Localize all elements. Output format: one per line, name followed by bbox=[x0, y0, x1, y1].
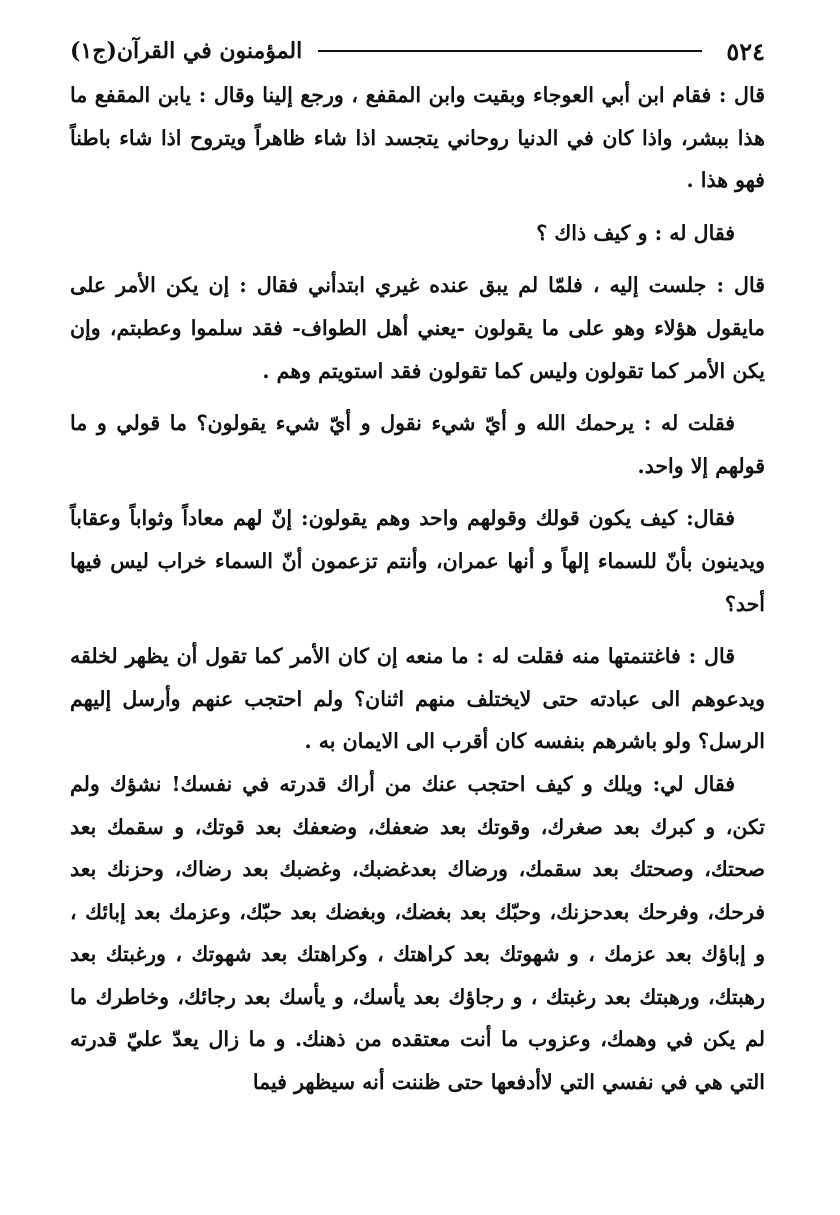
document-page bbox=[70, 28, 765, 1104]
page-number: ٥٢٤ bbox=[726, 36, 765, 66]
page-header bbox=[70, 28, 765, 74]
paragraph-7: فقال لي: ويلك و كيف احتجب عنك من أراك قدرته في نفسك! نشؤك ولم تكن، و كبرك بعد صغرك، وقوتك بعد ضعفك، وضعفك بعد قوتك، و سقمك بعد صحتك، وصحتك بعد سقمك، ورضاك بعدغضبك، وغضبك بعد رضاك، وحزنك بعد فرحك، وفرحك بعدحزنك، وحبّك بعد بغضك، وبغضك بعد حبّك، وعزمك بعد إبائك ، و إباؤك بعد عزمك ، و شهوتك بعد كراهتك ، وكراهتك بعد شهوتك ، ورغبتك بعد رهبتك، ورهبتك بعد رغبتك ، و رجاؤك بعد يأسك، و يأسك بعد رجائك، وخاطرك ما لم يكن في وهمك، وعزوب ما أنت معتقده من ذهنك. و ما زال يعدّ عليّ قدرته التي هي في نفسي التي لاأدفعها حتى ظننت أنه سيظهر فيما bbox=[70, 771, 765, 1095]
paragraph-1: قال : فقام ابن أبي العوجاء وبقيت وابن المقفع ، ورجع إلينا وقال : يابن المقفع ما هذا ببشر، واذا كان في الدنيا روحاني يتجسد اذا شاء ظاهراً ويتروح اذا شاء باطناً فهو هذا . bbox=[70, 83, 765, 193]
paragraph-2: فقال له : و كيف ذاك ؟ bbox=[536, 220, 735, 245]
running-title: المؤمنون في القرآن(ج١) bbox=[70, 38, 303, 64]
header-rule bbox=[318, 50, 702, 52]
paragraph-6: قال : فاغتنمتها منه فقلت له : ما منعه إن كان الأمر كما تقول أن يظهر لخلقه ويدعوهم الى عبادته حتى لايختلف منهم اثنان؟ ولم احتجب عنهم وأرسل إليهم الرسل؟ ولو باشرهم بنفسه كان أقرب الى الايمان به . bbox=[70, 644, 765, 754]
paragraph-4: فقلت له : يرحمك الله و أيّ شيء نقول و أيّ شيء يقولون؟ ما قولي و ما قولهم إلا واحد. bbox=[70, 411, 765, 478]
paragraph-5: فقال: كيف يكون قولك وقولهم واحد وهم يقولون: إنّ لهم معاداً وثواباً وعقاباً ويدينون بأنّ للسماء إلهاً و أنها عمران، وأنتم تزعمون أنّ السماء خراب ليس فيها أحد؟ bbox=[70, 506, 765, 616]
paragraph-3: قال : جلست إليه ، فلمّا لم يبق عنده غيري ابتدأني فقال : إن يكن الأمر على مايقول هؤلاء وهو على ما يقولون -يعني أهل الطواف- فقد سلموا وعطبتم، وإن يكن الأمر كما تقولون وليس كما تقولون فقد استويتم وهم . bbox=[70, 273, 765, 383]
